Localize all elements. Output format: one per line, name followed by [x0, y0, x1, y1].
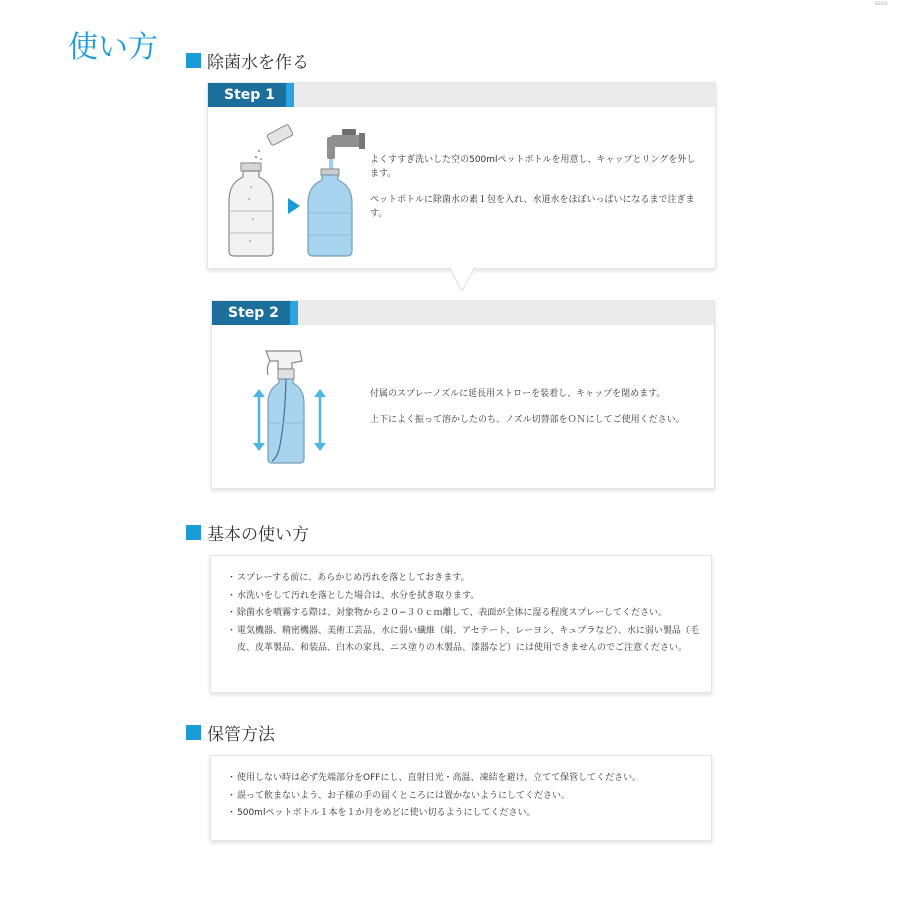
step2-paragraph-1: 付属のスプレーノズルに延長用ストローを装着し、キャップを閉めます。: [370, 389, 666, 399]
list-item: ・ 500mlペットボトル１本を１か月をめどに使い切るようにしてください。: [227, 805, 699, 823]
list-item: ・ スプレーする前に、あらかじめ汚れを落としておきます。: [227, 570, 699, 588]
spray-bottle-icon: [266, 351, 304, 463]
brand-logo-text: KEDS: [875, 1, 888, 6]
filled-bottle-icon: [308, 169, 352, 256]
list-item: ・ 水洗いをして汚れを落とした場合は、水分を拭き取ります。: [227, 588, 699, 606]
storage-card: [210, 755, 712, 841]
step2-illustration: [252, 349, 332, 469]
step1-card: [207, 82, 716, 269]
section-title: 保管方法: [207, 725, 275, 745]
step2-text: [370, 387, 700, 439]
faucet-icon: [327, 129, 365, 169]
section-heading-make: [186, 48, 309, 73]
basic-usage-card: [210, 555, 712, 693]
step1-illustration: [218, 123, 368, 263]
step1-paragraph-1: よくすすぎ洗いした空の500mlペットボトルを用意し、キャップとリングを外します。: [370, 155, 696, 179]
pouring-packet-icon: [253, 124, 293, 164]
step1-paragraph-2: ペットボトルに除菌水の素１包を入れ、水道水をほぼいっぱいになるまで注ぎます。: [370, 195, 695, 219]
list-item: ・ 使用しない時は必ず先端部分をOFFにし、直射日光・高温、凍結を避け、立てて保管してください。: [227, 770, 699, 788]
step1-label: Step 1: [208, 83, 286, 107]
heading-square-icon: [186, 53, 201, 68]
section-title: 基本の使い方: [207, 525, 309, 545]
list-item: ・ 除菌水を噴霧する際は、対象物から２０−３０ｃｍ離して、表面が全体に湿る程度スプレーしてください。: [227, 605, 699, 623]
step2-label: Step 2: [212, 301, 290, 325]
section-heading-storage: [186, 720, 275, 745]
storage-list: [227, 770, 699, 823]
list-item: ・ 誤って飲まないよう、お子様の手の届くところには置かないようにしてください。: [227, 788, 699, 806]
step1-tab-accent: [286, 83, 294, 107]
basic-usage-list: [227, 570, 699, 658]
step-connector-notch: [449, 267, 475, 293]
step2-card: [211, 300, 715, 489]
section-title: 除菌水を作る: [207, 53, 309, 73]
heading-square-icon: [186, 525, 201, 540]
list-item: ・ 電気機器、精密機器、美術工芸品、水に弱い繊維（絹、アセテート、レーヨン、キュプラなど）、水に弱い製品（毛皮、皮革製品、和装品、白木の家具、ニス塗りの木製品、漆器など）には使用できませんのでご注意ください。: [227, 623, 699, 658]
step2-tab-accent: [290, 301, 298, 325]
heading-square-icon: [186, 725, 201, 740]
arrow-right-icon: [288, 198, 300, 214]
step2-paragraph-2: 上下によく振って溶かしたのち、ノズル切替部をＯＮにしてご使用ください。: [370, 415, 685, 425]
step1-text: [370, 153, 702, 233]
section-heading-basic-usage: [186, 520, 309, 545]
page-title: 使い方: [68, 30, 158, 65]
empty-bottle-icon: [229, 163, 273, 256]
